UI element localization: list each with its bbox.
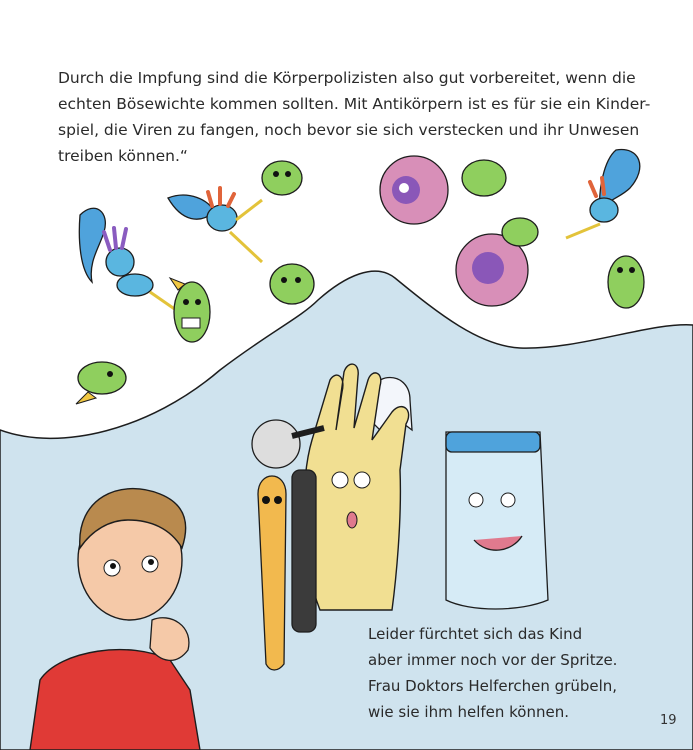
green-virus-mid-center <box>270 264 314 304</box>
top-paragraph-line: Durch die Impfung sind die Körperpolizisten also gut vorbereitet, wenn die <box>58 69 636 87</box>
page-number: 19 <box>660 713 677 728</box>
bottom-paragraph-line: aber immer noch vor der Spritze. <box>368 651 618 669</box>
top-paragraph-line: treiben können.“ <box>58 147 188 165</box>
green-virus-bottom-left <box>76 362 126 404</box>
top-paragraph-line: spiel, die Viren zu fangen, noch bevor sie sich verstecken und ihr Unwesen <box>58 121 640 139</box>
bottom-paragraph <box>368 621 617 725</box>
bottom-paragraph-line: Leider fürchtet sich das Kind <box>368 625 583 643</box>
bottom-paragraph-line: Frau Doktors Helferchen grübeln, <box>368 677 618 695</box>
green-virus-left <box>170 278 210 342</box>
flying-hero-center <box>168 188 262 262</box>
bottom-paragraph-line: wie sie ihm helfen können. <box>368 703 569 721</box>
flying-hero-left <box>79 208 176 310</box>
green-virus-right-cluster <box>462 160 538 246</box>
top-paragraph <box>58 65 650 169</box>
top-paragraph-line: echten Bösewichte kommen sollten. Mit Antikörpern ist es für sie ein Kinder- <box>58 95 651 113</box>
helper-diaper <box>446 432 548 609</box>
green-virus-far-right <box>608 256 644 308</box>
